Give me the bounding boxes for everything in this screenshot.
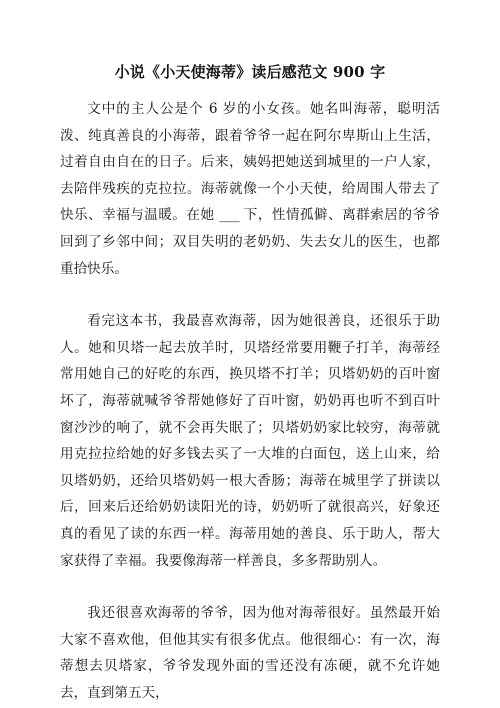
- paragraph-3: 我还很喜欢海蒂的爷爷，因为他对海蒂很好。虽然最开始大家不喜欢他，但他其实有很多优点。他很细心：有一次，海蒂想去贝塔家，爷爷发现外面的雪还没有冻硬，就不允许她去，直到第五天，: [60, 605, 440, 701]
- paragraph-spacer: [60, 574, 440, 600]
- fill-in-blank: ___: [219, 207, 240, 224]
- paragraph-1-text-after: 下，性情孤僻、离群索居的爷爷回到了乡邻中间；双目失明的老奶奶、失去女儿的医生，也都重拾快乐。: [60, 207, 441, 277]
- document-title: 小说《小天使海蒂》读后感范文 900 字: [114, 63, 386, 81]
- paragraph-1: [60, 96, 440, 282]
- paragraph-spacer: [60, 282, 440, 308]
- paragraph-2: 看完这本书，我最喜欢海蒂，因为她很善良，还很乐于助人。她和贝塔一起去放羊时，贝塔经常要用鞭子打羊，海蒂经常用她自己的好吃的东西，换贝塔不打羊；贝塔奶奶的百叶窗坏了，海蒂就喊爷爷帮她修好了百叶窗，奶奶再也听不到百叶窗沙沙的响了，就不会再失眠了；贝塔奶奶家比较穷，海蒂就用克拉拉给她的好多钱去买了一大堆的白面包，送上山来，给贝塔奶奶，还给贝塔奶妈一根大香肠；海蒂在城里学了拼读以后，回来后还给奶奶读阳光的诗，奶奶听了就很高兴，好象还真的看见了读的东西一样。海蒂用她的善良、乐于助人，帮大家获得了幸福。我要像海蒂一样善良，多多帮助别人。: [60, 313, 440, 569]
- paragraph-1-text-before: 文中的主人公是个 6 岁的小女孩。她名叫海蒂，聪明活泼、纯真善良的小海蒂，跟着爷爷一起在阿尔卑斯山上生活，过着自由自在的日子。后来，姨妈把她送到城里的一户人家，去陪伴残疾的克拉拉。海蒂就像一个小天使，给周围人带去了快乐、幸福与温暖。在她: [60, 101, 440, 224]
